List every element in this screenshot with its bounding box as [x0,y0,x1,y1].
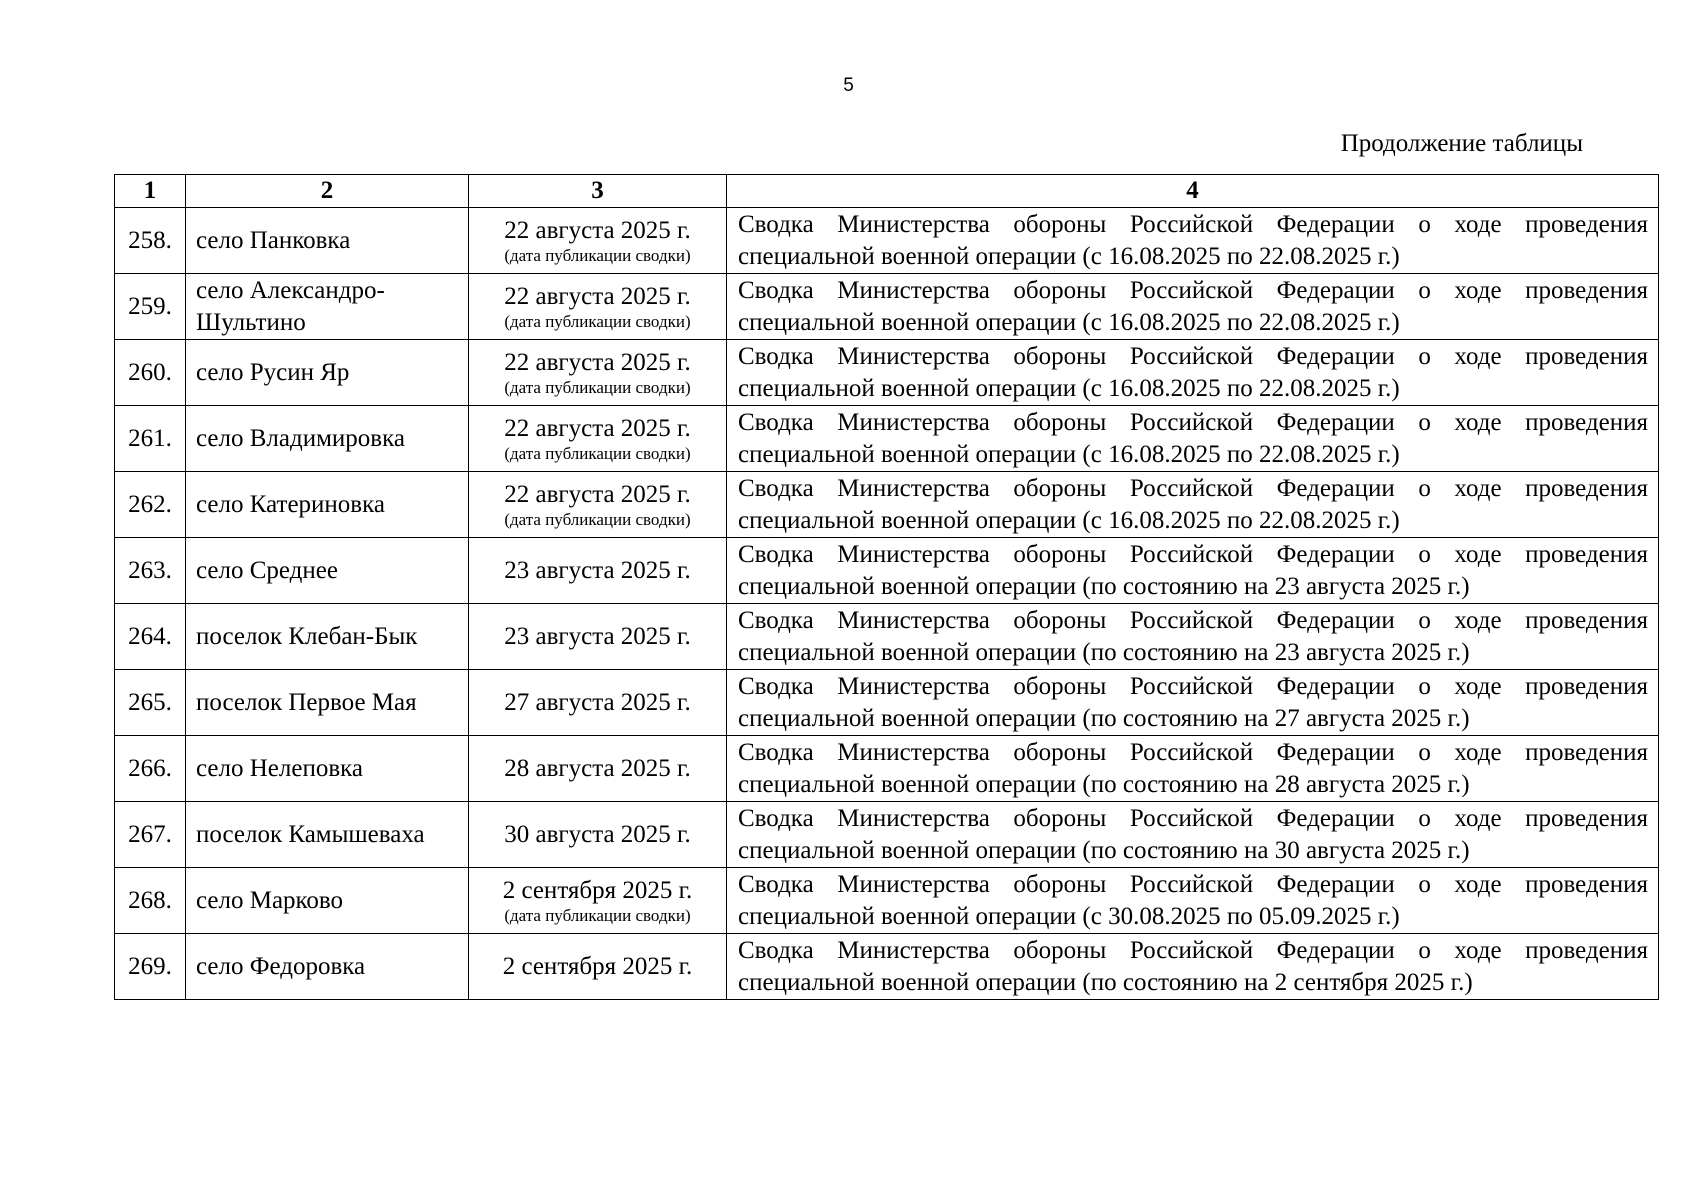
date-value: 22 августа 2025 г. [504,216,691,244]
date-value: 23 августа 2025 г. [504,556,691,584]
settlement-name-cell [186,604,469,670]
table-row [115,406,1659,472]
row-number: 268. [115,868,186,934]
column-header-1: 1 [115,175,186,208]
row-number: 260. [115,340,186,406]
table-row [115,736,1659,802]
settlement-name: село Русин Яр [196,358,350,386]
column-header-2: 2 [186,175,469,208]
date-value: 30 августа 2025 г. [504,820,691,848]
row-number: 267. [115,802,186,868]
settlement-name-cell [186,736,469,802]
date-note: (дата публикации сводки) [504,443,691,463]
date-cell [469,340,727,406]
date-note: (дата публикации сводки) [504,509,691,529]
settlement-name: поселок Камышеваха [196,820,425,848]
table-row [115,208,1659,274]
settlement-name-cell [186,868,469,934]
settlement-name: поселок Клебан-Бык [196,622,418,650]
table-row [115,802,1659,868]
table-continuation-label: Продолжение таблицы [1340,130,1583,157]
date-cell [469,472,727,538]
settlement-name: село Марково [196,886,344,914]
source-description: Сводка Министерства обороны Российской Федерации о ходе проведения специальной военной операции (с 16.08.2025 по 22.08.2025 г.) [727,340,1659,406]
date-cell [469,274,727,340]
source-description: Сводка Министерства обороны Российской Федерации о ходе проведения специальной военной операции (с 16.08.2025 по 22.08.2025 г.) [727,472,1659,538]
settlement-name-cell [186,472,469,538]
source-description: Сводка Министерства обороны Российской Федерации о ходе проведения специальной военной операции (по состоянию на 23 августа 2025 г.) [727,604,1659,670]
row-number: 259. [115,274,186,340]
source-description: Сводка Министерства обороны Российской Федерации о ходе проведения специальной военной операции (по состоянию на 23 августа 2025 г.) [727,538,1659,604]
table-row [115,274,1659,340]
date-value: 23 августа 2025 г. [504,622,691,650]
date-value: 27 августа 2025 г. [504,688,691,716]
settlement-name: село Александро-Шультино [196,276,385,336]
settlement-name-cell [186,208,469,274]
date-note: (дата публикации сводки) [504,905,691,925]
table-row [115,538,1659,604]
date-value: 22 августа 2025 г. [504,414,691,442]
settlement-name: село Федоровка [196,952,366,980]
source-description: Сводка Министерства обороны Российской Федерации о ходе проведения специальной военной операции (с 16.08.2025 по 22.08.2025 г.) [727,208,1659,274]
table-row [115,670,1659,736]
date-value: 22 августа 2025 г. [504,348,691,376]
row-number: 258. [115,208,186,274]
date-note: (дата публикации сводки) [504,377,691,397]
date-value: 22 августа 2025 г. [504,480,691,508]
row-number: 263. [115,538,186,604]
settlement-name: село Владимировка [196,424,405,452]
date-cell [469,208,727,274]
source-description: Сводка Министерства обороны Российской Федерации о ходе проведения специальной военной операции (по состоянию на 28 августа 2025 г.) [727,736,1659,802]
row-number: 269. [115,934,186,1000]
date-cell [469,802,727,868]
date-cell [469,538,727,604]
settlement-name: село Среднее [196,556,338,584]
source-description: Сводка Министерства обороны Российской Федерации о ходе проведения специальной военной операции (с 30.08.2025 по 05.09.2025 г.) [727,868,1659,934]
table-header [115,175,1659,208]
settlement-name-cell [186,340,469,406]
table-row [115,340,1659,406]
settlement-name-cell [186,538,469,604]
date-cell [469,868,727,934]
settlement-name: село Катериновка [196,490,385,518]
table-header-row [115,175,1659,208]
table-row [115,934,1659,1000]
settlement-name: село Панковка [196,226,351,254]
settlement-name-cell [186,274,469,340]
row-number: 265. [115,670,186,736]
source-description: Сводка Министерства обороны Российской Федерации о ходе проведения специальной военной операции (по состоянию на 30 августа 2025 г.) [727,802,1659,868]
date-note: (дата публикации сводки) [504,311,691,331]
date-cell [469,670,727,736]
table-row [115,604,1659,670]
source-description: Сводка Министерства обороны Российской Федерации о ходе проведения специальной военной операции (по состоянию на 27 августа 2025 г.) [727,670,1659,736]
date-value: 22 августа 2025 г. [504,282,691,310]
table-row [115,472,1659,538]
date-value: 2 сентября 2025 г. [502,876,693,904]
page-number: 5 [843,75,854,96]
settlement-name: село Нелеповка [196,754,363,782]
source-description: Сводка Министерства обороны Российской Федерации о ходе проведения специальной военной операции (с 16.08.2025 по 22.08.2025 г.) [727,274,1659,340]
settlement-name-cell [186,670,469,736]
settlement-name-cell [186,406,469,472]
date-cell [469,736,727,802]
date-note: (дата публикации сводки) [504,245,691,265]
column-header-3: 3 [469,175,727,208]
date-value: 2 сентября 2025 г. [502,952,693,980]
settlement-name: поселок Первое Мая [196,688,417,716]
date-cell [469,934,727,1000]
source-description: Сводка Министерства обороны Российской Федерации о ходе проведения специальной военной операции (с 16.08.2025 по 22.08.2025 г.) [727,406,1659,472]
row-number: 262. [115,472,186,538]
row-number: 266. [115,736,186,802]
settlements-table [114,174,1659,1000]
source-description: Сводка Министерства обороны Российской Федерации о ходе проведения специальной военной операции (по состоянию на 2 сентября 2025 г.) [727,934,1659,1000]
settlement-name-cell [186,934,469,1000]
date-cell [469,406,727,472]
row-number: 264. [115,604,186,670]
date-cell [469,604,727,670]
date-value: 28 августа 2025 г. [504,754,691,782]
table-row [115,868,1659,934]
table-body [115,208,1659,1000]
column-header-4: 4 [727,175,1659,208]
settlement-name-cell [186,802,469,868]
row-number: 261. [115,406,186,472]
